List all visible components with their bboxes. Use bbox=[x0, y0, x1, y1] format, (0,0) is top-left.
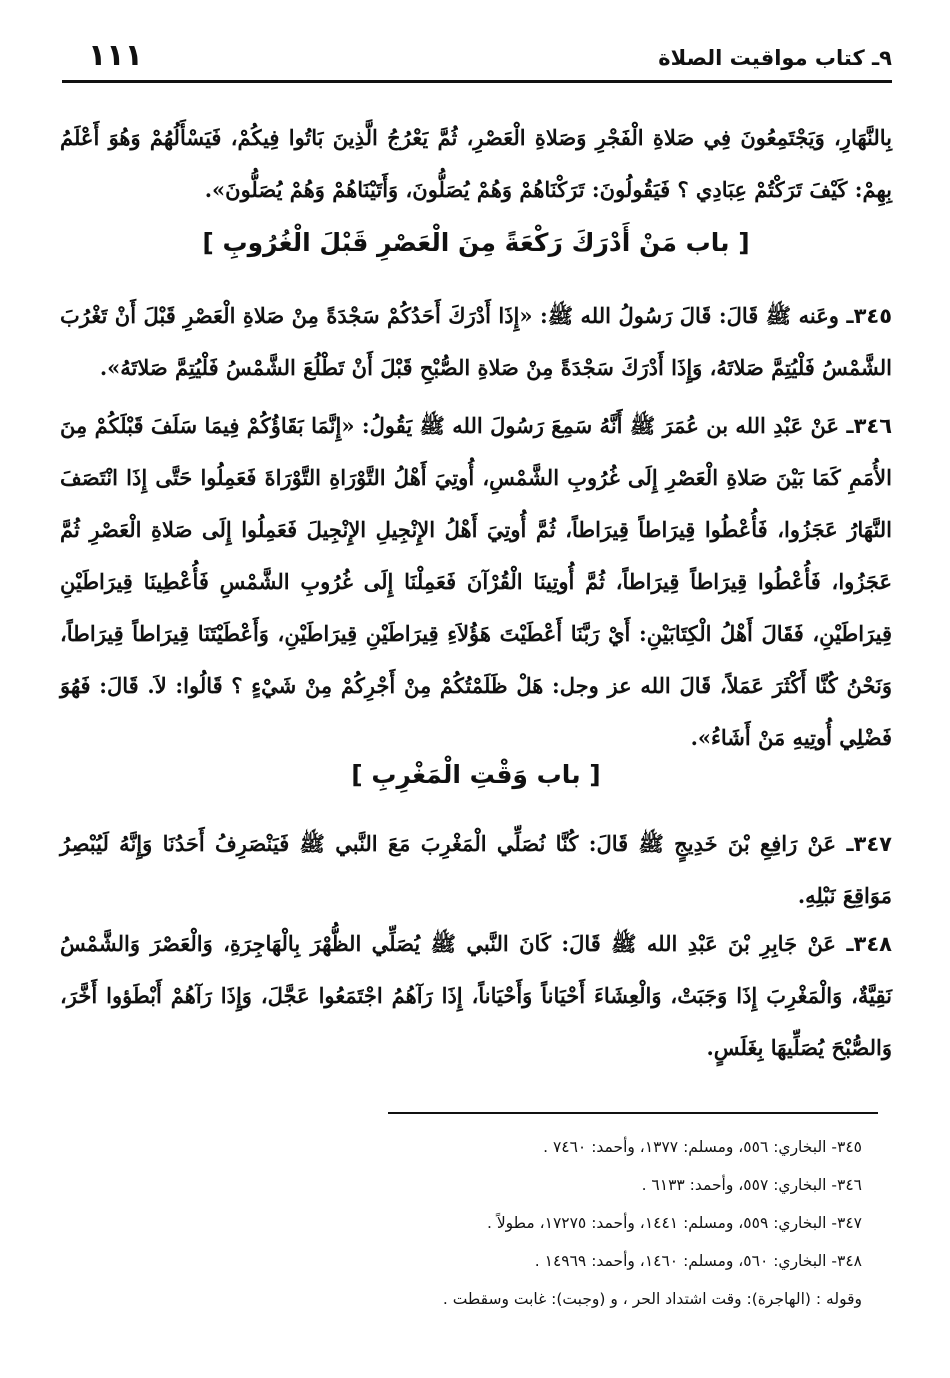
hadith-346 bbox=[60, 400, 892, 764]
hadith-347 bbox=[60, 818, 892, 922]
hadith-text: عَنْ جَابِرِ بْنَ عَبْدِ الله ﷺ قَالَ: كَانَ النَّبي ﷺ يُصَلِّي الظُّهْرَ بِالْهَاجِرَةِ، وَالْعَصْرَ وَالشَّمْسُ نَقِيَّةٌ، وَالْمَغْرِبَ إِذَا وَجَبَتْ، وَالْعِشَاءَ أَحْيَاناً وَأَحْيَاناً، إِذَا رَآهُمُ اجْتَمَعُوا عَجَّلَ، وَإِذَا رَآهُمْ أَبْطَؤوا أَخَّرَ، وَالصُّبْحَ يُصَلِّيهَا بِغَلَسٍ. bbox=[60, 931, 892, 1060]
footnote-item: ٣٤٦- البخاري: ٥٥٧، وأحمد: ٦١٣٣ . bbox=[641, 1176, 862, 1194]
hadith-text: وعَنه ﷺ قَالَ: قَالَ رَسُولُ الله ﷺ: «إِذَا أَدْرَكَ أَحَدُكُمْ سَجْدَةً مِنْ صَلاةِ الْعَصْرِ قَبْلَ أَنْ تَغْرُبَ الشَّمْسُ فَلْيُتِمَّ صَلاتَهُ، وَإِذَا أَدْرَكَ سَجْدَةً مِنْ صَلاةِ الصُّبْحِ قَبْلَ أَنْ تَطْلُعَ الشَّمْسُ فَلْيُتِمَّ صَلاتَهُ». bbox=[60, 303, 892, 380]
hadith-number: ٣٤٧ـ bbox=[846, 832, 892, 856]
section-heading-asr: [ باب مَنْ أَدْرَكَ رَكْعَةً مِنَ الْعَصْرِ قَبْلَ الْغُرُوبِ ] bbox=[202, 228, 750, 257]
footnote-item: ٣٤٨- البخاري: ٥٦٠، ومسلم: ١٤٦٠، وأحمد: ١٤٩٦٩ . bbox=[534, 1252, 862, 1270]
footnote-note: وقوله : (الهاجرة): وقت اشتداد الحر ، و (وجبت): غابت وسقطت . bbox=[442, 1290, 862, 1308]
footnote-item: ٣٤٥- البخاري: ٥٥٦، ومسلم: ١٣٧٧، وأحمد: ٧٤٦٠ . bbox=[543, 1138, 862, 1156]
hadith-text: عَنْ رَافِعِ بْنَ خَدِيجٍ ﷺ قَالَ: كُنَّا نُصَلِّي الْمَغْرِبَ مَعَ النَّبي ﷺ فَيَنْصَرِفُ أَحَدُنَا وَإِنَّهُ لَيُبْصِرُ مَوَاقِعَ نَبْلِهِ. bbox=[60, 831, 892, 908]
page-number: ١١١ bbox=[88, 38, 143, 73]
chapter-title: ٩ـ كتاب مواقيت الصلاة bbox=[658, 46, 892, 70]
footnotes bbox=[300, 1128, 862, 1318]
hadith-348 bbox=[60, 918, 892, 1074]
header-divider bbox=[62, 80, 892, 83]
page-header bbox=[70, 38, 892, 78]
hadith-number: ٣٤٨ـ bbox=[846, 932, 892, 956]
footnote-divider bbox=[388, 1112, 878, 1114]
intro-paragraph: بِالنَّهَارِ، وَيَجْتَمِعُونَ فِي صَلاةِ الْفَجْرِ وَصَلاةِ الْعَصْرِ، ثُمَّ يَعْرُجُ الَّذِينَ بَاتُوا فِيكُمْ، فَيَسْأَلُهُمْ وَهُوَ أَعْلَمُ بِهِمْ: كَيْفَ تَرَكْتُمْ عِبَادِي ؟ فَيَقُولُونَ: تَرَكْنَاهُمْ وَهُمْ يُصَلُّونَ، وَأَتَيْنَاهُمْ وَهُمْ يُصَلُّونَ». bbox=[60, 125, 892, 202]
hadith-number: ٣٤٦ـ bbox=[846, 414, 893, 438]
hadith-text: عَنْ عَبْدِ الله بن عُمَرَ ﷺ أَنَّهُ سَمِعَ رَسُولَ الله ﷺ يَقُولُ: «إِنَّمَا بَقَاؤُكُمْ فِيمَا سَلَفَ قَبْلَكُمْ مِنَ الأُمَمِ كَمَا بَيْنَ صَلاةِ الْعَصْرِ إِلَى غُرُوبِ الشَّمْسِ، أُوتِيَ أَهْلُ التَّوْرَاةِ التَّوْرَاةَ فَعَمِلُوا حَتَّى إِذَا انْتَصَفَ النَّهَارُ عَجَزُوا، فَأُعْطُوا قِيرَاطاً قِيرَاطاً، ثُمَّ أُوتِيَ أَهْلُ الإِنْجِيلِ الإِنْجِيلَ فَعَمِلُوا إِلَى صَلاةِ الْعَصْرِ ثُمَّ عَجَزُوا، فَأُعْطُوا قِيرَاطاً قِيرَاطاً، ثُمَّ أُوتِينَا الْقُرْآنَ فَعَمِلْنَا إِلَى غُرُوبِ الشَّمْسِ فَأُعْطِينَا قِيرَاطَيْنِ قِيرَاطَيْنِ، فَقَالَ أَهْلُ الْكِتَابَيْنِ: أَيْ رَبَّنَا أَعْطَيْتَ هَؤُلاَءِ قِيرَاطَيْنِ قِيرَاطَيْنِ، وَأَعْطَيْتَنَا قِيرَاطاً قِيرَاطاً، وَنَحْنُ كُنَّا أَكْثَرَ عَمَلاً، قَالَ الله عز وجل: هَلْ ظَلَمْتُكُمْ مِنْ أَجْرِكُمْ مِنْ شَيْءٍ ؟ قَالُوا: لاَ. قَالَ: فَهُوَ فَضْلِي أُوتِيهِ مَنْ أَشَاءُ». bbox=[60, 413, 893, 750]
footnote-item: ٣٤٧- البخاري: ٥٥٩، ومسلم: ١٤٤١، وأحمد: ١٧٢٧٥، مطولاً . bbox=[486, 1214, 862, 1232]
hadith-345 bbox=[60, 290, 892, 394]
hadith-number: ٣٤٥ـ bbox=[846, 304, 893, 328]
section-heading-maghrib: [ باب وَقْتِ الْمَغْرِبِ ] bbox=[351, 760, 601, 789]
